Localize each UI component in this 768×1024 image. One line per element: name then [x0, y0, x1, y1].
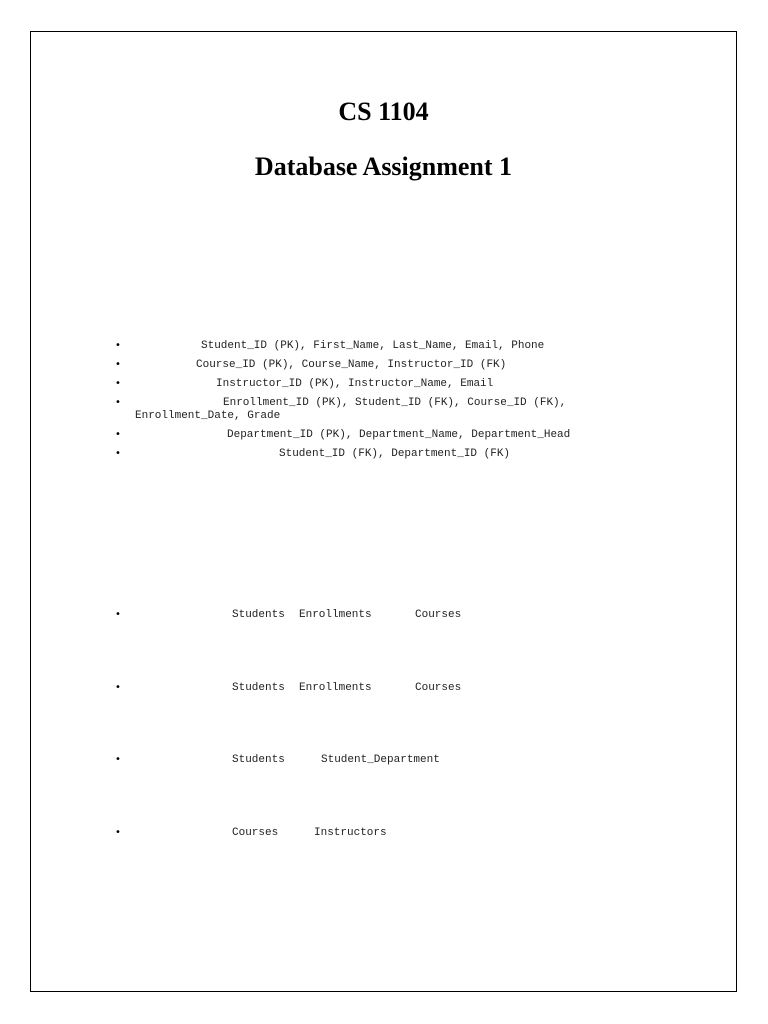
relationship-left: Courses — [232, 827, 279, 839]
course-code-heading: CS 1104 — [338, 97, 429, 126]
list-item-text: Student_ID (PK), First_Name, Last_Name, Email, Phone — [201, 340, 545, 352]
bullet-icon: • — [115, 397, 121, 408]
relationship-left: Students — [232, 754, 285, 766]
list-item-text: Enrollment_ID (PK), Student_ID (FK), Course_ID (FK), — [223, 397, 567, 409]
relationship-right: Courses — [415, 682, 462, 694]
relationship-left: Students — [232, 682, 285, 694]
list-item-text: Course_ID (PK), Course_Name, Instructor_ID (FK) — [196, 359, 507, 371]
bullet-icon: • — [115, 340, 121, 351]
assignment-title-heading: Database Assignment 1 — [254, 152, 513, 181]
bullet-icon: • — [115, 682, 121, 693]
bullet-icon: • — [115, 448, 121, 459]
list-item-text: Instructor_ID (PK), Instructor_Name, Email — [216, 378, 494, 390]
bullet-icon: • — [115, 359, 121, 370]
list-item-text: Student_ID (FK), Department_ID (FK) — [279, 448, 511, 460]
bullet-icon: • — [115, 429, 121, 440]
bullet-icon: • — [115, 378, 121, 389]
relationship-right: Courses — [415, 609, 462, 621]
relationship-middle: Enrollments — [299, 682, 372, 694]
bullet-icon: • — [115, 609, 121, 620]
relationship-middle: Enrollments — [299, 609, 372, 621]
bullet-icon: • — [115, 827, 121, 838]
list-item-text: Department_ID (PK), Department_Name, Department_Head — [227, 429, 571, 441]
bullet-icon: • — [115, 754, 121, 765]
relationship-middle: Instructors — [314, 827, 387, 839]
relationship-left: Students — [232, 609, 285, 621]
relationship-middle: Student_Department — [321, 754, 440, 766]
list-item-text: Enrollment_Date, Grade — [135, 410, 281, 422]
document-page — [30, 31, 737, 992]
